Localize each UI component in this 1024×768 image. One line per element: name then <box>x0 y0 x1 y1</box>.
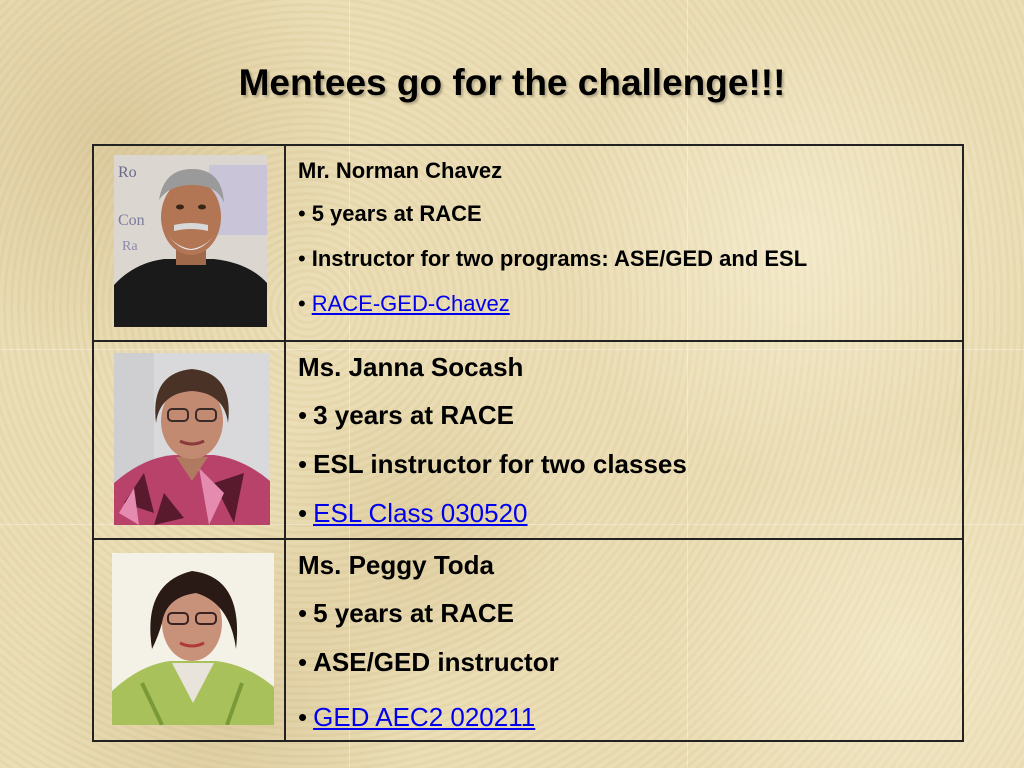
bullet-icon: • <box>298 449 308 479</box>
photo-cell <box>94 342 286 538</box>
bullet-item <box>298 598 514 629</box>
bullet-item <box>298 246 807 272</box>
mentee-link[interactable]: RACE-GED-Chavez <box>311 291 510 316</box>
bullet-icon: • <box>298 201 306 226</box>
bullet-icon: • <box>298 291 306 316</box>
bullet-item <box>298 291 510 317</box>
bullet-text: 5 years at RACE <box>311 201 482 226</box>
svg-text:Con: Con <box>118 212 145 229</box>
bullet-item <box>298 449 687 480</box>
info-cell <box>288 540 962 740</box>
bullet-icon: • <box>298 702 308 732</box>
mentee-name: Mr. Norman Chavez <box>298 158 503 183</box>
bullet-icon: • <box>298 246 306 271</box>
slide-title: Mentees go for the challenge!!! <box>238 62 786 103</box>
mentee-table <box>92 144 964 742</box>
bullet-item <box>298 201 482 227</box>
info-cell <box>288 342 962 538</box>
bullet-text: ASE/GED instructor <box>313 647 559 677</box>
bullet-icon: • <box>298 647 308 677</box>
mentee-name: Ms. Janna Socash <box>298 352 524 382</box>
mentee-row <box>94 538 962 740</box>
mentee-photo-toda <box>112 553 274 725</box>
mentee-photo-socash <box>114 353 270 525</box>
svg-text:Ra: Ra <box>122 239 138 254</box>
bullet-item <box>298 498 528 529</box>
mentee-link[interactable]: ESL Class 030520 <box>313 498 528 528</box>
photo-cell <box>94 540 286 740</box>
bullet-icon: • <box>298 598 308 628</box>
bullet-text: Instructor for two programs: ASE/GED and ESL <box>311 246 808 271</box>
bullet-item <box>298 647 559 678</box>
mentee-name: Ms. Peggy Toda <box>298 550 494 580</box>
photo-cell <box>94 146 286 340</box>
bullet-icon: • <box>298 498 308 528</box>
mentee-row <box>94 146 962 340</box>
bullet-text: 3 years at RACE <box>313 400 514 430</box>
bullet-text: ESL instructor for two classes <box>313 449 687 479</box>
bullet-item <box>298 400 514 431</box>
mentee-link[interactable]: GED AEC2 020211 <box>313 702 536 732</box>
mentee-photo-chavez <box>114 155 267 327</box>
info-cell <box>288 146 962 340</box>
bullet-item <box>298 702 535 733</box>
bullet-icon: • <box>298 400 308 430</box>
bullet-text: 5 years at RACE <box>313 598 514 628</box>
mentee-row <box>94 340 962 538</box>
svg-text:Ro: Ro <box>118 164 137 181</box>
